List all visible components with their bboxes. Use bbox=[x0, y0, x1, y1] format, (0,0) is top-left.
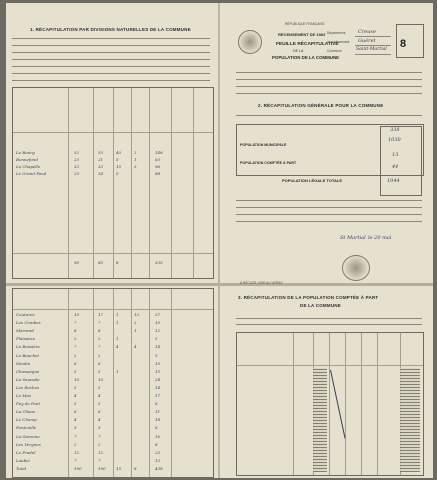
division-value: 1 bbox=[116, 336, 119, 342]
signature-date: le 20 mai bbox=[368, 235, 392, 241]
col-rule bbox=[131, 289, 132, 477]
field-rule bbox=[355, 36, 391, 37]
division-value: 148 bbox=[155, 150, 163, 155]
division-value: 96 bbox=[155, 164, 161, 169]
division-value: 190 bbox=[98, 465, 106, 471]
division-value: 5 bbox=[116, 171, 119, 176]
rule bbox=[236, 72, 422, 73]
division-value: 25 bbox=[155, 449, 161, 455]
division-value: 1 bbox=[116, 368, 119, 374]
col-rule bbox=[93, 88, 94, 278]
division-name: Le Bourg bbox=[16, 150, 35, 155]
division-value: 21 bbox=[98, 157, 104, 162]
division-value: 7 bbox=[98, 344, 101, 350]
rule bbox=[236, 86, 422, 87]
division-name: La Chaux bbox=[16, 409, 36, 415]
header-rule bbox=[237, 365, 423, 366]
division-value: 23 bbox=[74, 157, 80, 162]
census-label: RECENSEMENT DE 1962 bbox=[278, 32, 326, 37]
division-name: Moulin bbox=[16, 360, 31, 366]
col-rule bbox=[171, 289, 172, 477]
division-value: 438 bbox=[155, 465, 163, 471]
division-value: 15 bbox=[155, 368, 161, 374]
col-rule bbox=[193, 88, 194, 278]
division-value: 4 bbox=[134, 344, 137, 350]
division-value: 2 bbox=[74, 441, 77, 447]
rule bbox=[12, 45, 210, 46]
section-3-title-2: DE LA COMMUNE bbox=[300, 303, 341, 308]
division-value: 7 bbox=[98, 433, 101, 439]
col-rule bbox=[113, 289, 114, 477]
division-name: Le Bouchet bbox=[16, 352, 40, 358]
mayor-seal bbox=[342, 255, 370, 281]
rule bbox=[236, 200, 422, 201]
division-name: La Bussière bbox=[16, 344, 40, 350]
rule bbox=[12, 38, 210, 39]
division-value: 7 bbox=[74, 344, 77, 350]
arr-label: Arrondissement bbox=[327, 40, 350, 44]
division-value: 5 bbox=[155, 352, 158, 358]
division-value: 6 bbox=[74, 360, 77, 366]
dept-value: Creuse bbox=[358, 29, 376, 35]
division-value: 5 bbox=[98, 401, 101, 407]
division-value: 12 bbox=[98, 449, 104, 455]
hatched-cells bbox=[313, 368, 327, 472]
division-value: 5 bbox=[74, 384, 77, 390]
division-value: 17 bbox=[155, 393, 161, 398]
col-rule bbox=[293, 333, 294, 475]
division-name: Les Combes bbox=[16, 320, 41, 326]
division-value: 5 bbox=[98, 368, 101, 374]
division-name: La Garenne bbox=[16, 433, 40, 439]
division-value: 5 bbox=[116, 157, 119, 162]
pop-municipale-label: POPULATION MUNICIPALE bbox=[240, 143, 287, 147]
col-rule bbox=[149, 88, 150, 278]
col-rule bbox=[68, 289, 69, 477]
division-value: 34 bbox=[98, 171, 104, 176]
arr-value: Guéret bbox=[358, 38, 376, 44]
division-name: Le Champ bbox=[16, 417, 37, 423]
rule bbox=[12, 80, 210, 81]
commune-label: Commune bbox=[327, 49, 342, 53]
division-value: 5 bbox=[134, 164, 137, 169]
col-rule bbox=[361, 333, 362, 475]
rule bbox=[236, 115, 422, 116]
division-value: 190 bbox=[74, 465, 82, 471]
division-name: Le Pradel bbox=[16, 449, 36, 455]
division-value: 4 bbox=[74, 417, 77, 423]
division-value: 8 bbox=[74, 328, 77, 334]
division-value: 25 bbox=[74, 171, 80, 176]
division-value: 1 bbox=[116, 312, 119, 317]
division-value: 8 bbox=[98, 328, 101, 334]
divisions-table bbox=[12, 87, 214, 279]
division-value: 18 bbox=[155, 417, 161, 423]
col-rule bbox=[131, 88, 132, 278]
division-value: 3 bbox=[98, 425, 101, 431]
division-name: Fontenille bbox=[16, 425, 37, 431]
division-value: 10 bbox=[155, 360, 161, 366]
division-value: 1 bbox=[134, 157, 137, 162]
division-value: 2 bbox=[74, 336, 77, 342]
division-value: 1 bbox=[134, 328, 137, 334]
value-3: 13 bbox=[392, 152, 399, 158]
division-value: 40 bbox=[116, 150, 122, 155]
division-name: La Sauvade bbox=[16, 376, 40, 382]
division-name: Plaisance bbox=[16, 336, 36, 342]
division-value: 5 bbox=[74, 368, 77, 374]
division-name: Laubie bbox=[16, 457, 30, 463]
division-value: 4 bbox=[98, 417, 101, 423]
rule bbox=[12, 59, 210, 60]
division-value: 6 bbox=[74, 409, 77, 415]
division-value: 2 bbox=[134, 320, 137, 326]
division-name: Le Grand Fond bbox=[16, 171, 47, 176]
division-value: 10 bbox=[116, 164, 122, 169]
division-value: 5 bbox=[155, 336, 158, 342]
division-value: 13 bbox=[155, 457, 161, 463]
sheet-code: 8 bbox=[400, 38, 407, 50]
division-value: 37 bbox=[155, 312, 161, 317]
col-rule bbox=[171, 88, 172, 278]
division-value: 55 bbox=[98, 150, 104, 155]
divisions-table-continued bbox=[12, 288, 214, 478]
division-value: 7 bbox=[74, 457, 77, 463]
rule bbox=[236, 79, 422, 80]
signature-place: St Martial bbox=[340, 235, 366, 241]
division-value: 7 bbox=[98, 320, 101, 326]
section-2-title: 2. RÉCAPITULATION GÉNÉRALE POUR LA COMMUNE bbox=[258, 103, 384, 108]
rule bbox=[12, 52, 210, 53]
division-value: 8 bbox=[134, 465, 137, 471]
division-value: 24 bbox=[155, 376, 161, 382]
division-value: 12 bbox=[155, 328, 161, 334]
division-value: 14 bbox=[155, 384, 161, 390]
division-name: Chassaigne bbox=[16, 368, 40, 374]
division-value: 4 bbox=[116, 344, 119, 350]
division-value: 5 bbox=[74, 401, 77, 407]
pop-comptee-label: POPULATION COMPTÉE À PART bbox=[240, 161, 297, 165]
dept-label: Département bbox=[327, 31, 346, 35]
value-2: 1030 bbox=[388, 137, 401, 143]
division-value: 2 bbox=[98, 441, 101, 447]
col-rule bbox=[68, 88, 69, 278]
field-rule bbox=[355, 45, 391, 46]
section-1-title: 1. RÉCAPITULATION PAR DIVISIONS NATURELLES DE LA COMMUNE bbox=[30, 27, 191, 32]
division-value: 13 bbox=[134, 312, 140, 317]
division-value: 8 bbox=[155, 441, 158, 447]
division-value: 11 bbox=[155, 409, 161, 415]
col-rule bbox=[345, 333, 346, 475]
commune-value: Saint-Martial bbox=[356, 47, 387, 52]
division-value: 8 bbox=[155, 401, 158, 407]
division-value: 14 bbox=[155, 344, 161, 350]
division-name: Total bbox=[16, 465, 27, 471]
division-value: 88 bbox=[155, 171, 161, 176]
sheet-title-2: DE LA bbox=[293, 49, 304, 53]
division-value: 8 bbox=[155, 425, 158, 431]
pop-totale-label: POPULATION LÉGALE TOTALE bbox=[282, 178, 342, 183]
rule bbox=[236, 214, 422, 215]
division-value: 10 bbox=[155, 320, 161, 326]
division-value: 7 bbox=[74, 320, 77, 326]
value-1: 338 bbox=[390, 127, 400, 133]
verso-note: À RÉCLER, VOIR AU VERSO bbox=[240, 281, 283, 285]
rule bbox=[236, 221, 422, 222]
division-value: 1 bbox=[116, 320, 119, 326]
division-name: Bonnefond bbox=[16, 157, 38, 162]
division-value: 33 bbox=[74, 164, 80, 169]
field-rule bbox=[355, 54, 391, 55]
division-value: 4 bbox=[74, 393, 77, 398]
rule bbox=[236, 318, 422, 319]
division-value: 2 bbox=[134, 150, 137, 155]
sheet-title-3: POPULATION DE LA COMMUNE bbox=[272, 55, 340, 60]
horizontal-fold bbox=[6, 283, 433, 286]
total-value: 335 bbox=[155, 260, 163, 265]
rule bbox=[12, 73, 210, 74]
rule bbox=[12, 66, 210, 67]
total-value: 85 bbox=[98, 260, 104, 265]
division-value: 6 bbox=[98, 360, 101, 366]
division-name: Les Roches bbox=[16, 384, 40, 390]
republic-label: RÉPUBLIQUE FRANÇAISE bbox=[285, 22, 325, 26]
col-rule bbox=[329, 333, 330, 475]
division-name: La Chapelle bbox=[16, 164, 41, 169]
total-value: 8 bbox=[116, 260, 119, 265]
rule bbox=[236, 324, 422, 325]
col-rule bbox=[149, 289, 150, 477]
division-name: Coutures bbox=[16, 312, 35, 317]
division-value: 63 bbox=[155, 157, 161, 162]
division-name: Marrand bbox=[16, 328, 34, 334]
division-value: 17 bbox=[98, 312, 104, 317]
division-value: 10 bbox=[98, 376, 104, 382]
col-rule bbox=[377, 333, 378, 475]
value-4: 44 bbox=[392, 164, 399, 170]
division-value: 6 bbox=[98, 409, 101, 415]
values-column bbox=[380, 126, 422, 196]
col-rule bbox=[93, 289, 94, 477]
hatched-cells bbox=[400, 368, 420, 472]
division-value: 3 bbox=[74, 425, 77, 431]
division-value: 2 bbox=[74, 352, 77, 358]
division-value: 2 bbox=[98, 336, 101, 342]
division-value: 52 bbox=[74, 150, 80, 155]
division-name: Le Mas bbox=[16, 393, 31, 398]
total-value: 90 bbox=[74, 260, 80, 265]
division-name: Puy de Pont bbox=[16, 401, 41, 407]
division-value: 5 bbox=[98, 384, 101, 390]
official-seal bbox=[238, 30, 262, 54]
division-value: 33 bbox=[98, 164, 104, 169]
vertical-fold bbox=[218, 3, 220, 478]
counted-apart-table bbox=[236, 332, 424, 476]
division-name: Les Vergnes bbox=[16, 441, 41, 447]
division-value: 4 bbox=[98, 393, 101, 398]
division-value: 16 bbox=[155, 433, 161, 439]
division-value: 7 bbox=[74, 433, 77, 439]
division-value: 12 bbox=[74, 449, 80, 455]
section-3-title-1: 3. RÉCAPITULATION DE LA POPULATION COMPTÉE À PART bbox=[238, 295, 379, 300]
sheet-title-1: FEUILLE RÉCAPITULATIVE bbox=[276, 42, 339, 47]
value-total: 1044 bbox=[387, 178, 400, 184]
division-value: 15 bbox=[116, 465, 122, 471]
rule bbox=[236, 93, 422, 94]
rule bbox=[236, 207, 422, 208]
code-box bbox=[396, 24, 424, 58]
division-value: 10 bbox=[74, 376, 80, 382]
division-value: 7 bbox=[98, 457, 101, 463]
division-value: 2 bbox=[98, 352, 101, 358]
col-rule bbox=[113, 88, 114, 278]
division-value: 15 bbox=[74, 312, 80, 317]
